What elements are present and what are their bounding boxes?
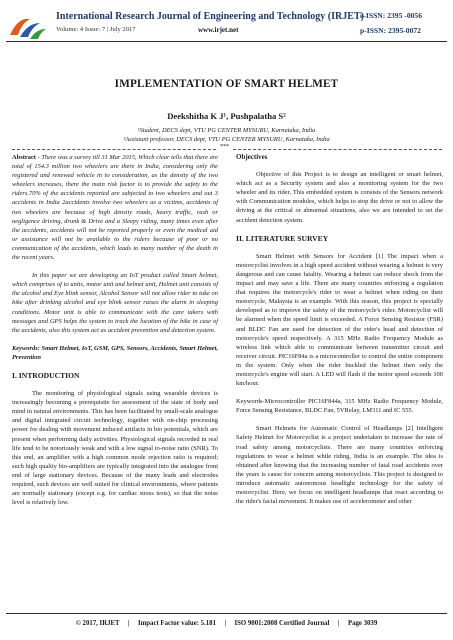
literature-keywords: Keywords-Microcontroller PIC16F844a, 315 MHz Radio Frequency Module, Force Sensing Resistance, BLDC Fan, 5VRelay, LM311 and IC 555.	[236, 398, 443, 415]
objectives-heading: Objectives	[236, 153, 268, 161]
right-column	[236, 153, 443, 506]
left-column	[12, 153, 218, 507]
volume-issue: Volume: 4 Issue: 7 | July 2017	[56, 26, 136, 33]
footer-iso: ISO 9001:2008 Certified Journal	[234, 620, 330, 627]
page-footer: © 2017, IRJET | Impact Factor value: 5.181 | ISO 9001:2008 Certified Journal | Page 3039	[75, 620, 378, 627]
footer-rule	[6, 613, 447, 614]
abstract-text: - There was a survey till 31 Mar 2015, Which clear tells that there are total of 154.3 million two wheelers are there in India, considering only the registered and renewed vehicle in to consideration, as the density of the two wheelers increases, there the main risk factor is to provide the safety to the riders.70% of the accidents reported are subjected to two wheelers and out 3 accidents in India 2accidents involve two wheelers as a victims, accidents of two wheelers are because of high density roads, heavy traffic, rash or negligence driving, drunk & Drive and a Sleepy riding, many times even after the accidents, accidents will not be reported properly or even the medical aid or assistance will not be available to the riders because of poor or no communication of the accidents, which leads to many number of the death in the recent years.	[12, 154, 218, 262]
journal-website[interactable]: www.irjet.net	[198, 26, 239, 34]
abstract-paragraph-2: In this paper we are developing an IoT product called Smart helmet, which comprises of to units, motor unit and helmet unit, Helmet unit consists of the alcohol and Eye blink sensor, Alcohol Sensor will not allow rider to take on bike after drinking alcohol and eye blink sensor raises the alarm in sleeping conditions. Motor unit is able to communicate with the care takers with messages and GPS helps the system to track the location of the bike in case of the accidents, also this system act as accident prevention and detection system.	[12, 272, 218, 334]
literature-survey-heading: II. LITERATURE SURVEY	[236, 233, 329, 243]
footer-copyright: © 2017, IRJET	[75, 620, 120, 627]
p-issn: p-ISSN: 2395-0072	[360, 26, 421, 35]
journal-name: International Research Journal of Engineering and Technology (IRJET)	[56, 11, 364, 22]
abstract-paragraph	[12, 153, 218, 262]
paper-title: IMPLEMENTATION OF SMART HELMET	[114, 78, 339, 90]
footer-impact-factor: Impact Factor value: 5.181	[137, 620, 216, 627]
header-rule	[6, 41, 447, 42]
literature-paragraph-1: Smart Helmet with Sensors for Accident [1] The impact when a motorcyclist involves in a high speed accident without wearing a helmet is very dangerous and can cause fatality. Wearing a helmet can reduce shock from the impact and may save a life. There are many countries enforcing a regulation that requires the motorcycle's rider to wear a helmet when riding on their motorcycle, Malaysia is an example. With this reason, this project is specially developed as to improve the safety of the motorcycle's rider. Motorcyclist will be alarmed when the speed limit is exceeded. A Force Sensing Resistor (FSR) and BLDC Fan are used for detection of the rider's head and detection of motorcycle's speed respectively. A 315 MHz Radio Frequency Module as wireless link which able to communicate between transmitter circuit and receiver circuit. PIC16F84a is a microcontroller to control the entire component in the system. Only when the rider buckled the helmet then only the motorcycle's engine will start. A LED will flash if the motor speed exceeds 100 km/hour.	[236, 252, 443, 388]
affiliation-2: ²Assistant professor, DECS dept, VTU PG CENTER MYSURU, Karnataka, India	[123, 136, 330, 143]
keywords: Keywords: Smart Helmet, IoT, GSM, GPS, Sensors, Accidents, Smart Helmet, Prevention	[12, 344, 218, 361]
separator-stars: ***	[220, 144, 229, 150]
affiliation-1: ¹Student, DECS dept, VTU PG CENTER MYSURU, Karnataka, India	[137, 127, 316, 134]
e-issn: e-ISSN: 2395 -0056	[360, 11, 423, 20]
literature-paragraph-2: Smart Helmets for Automatic Control of Headlamps [2] Intelligent Safety Helmet for Motorcyclist is a project undertaken to increase the rate of road safety among motorcyclists. There are many countries enforcing regulations to wear a helmet while riding, India is an example. The idea is obtained after knowing that the increasing number of fatal road accidents over the years is cause for concern among motorcyclists. This project is designed to introduce automatic autonomous headlight technology for the safety of motorcyclist. Here, we focus on intelligent headlamps that react according to the rider's facial movement. It makes use of accelerometer and other	[236, 425, 443, 506]
introduction-paragraph: The monitoring of physiological signals using wearable devices is increasingly becoming a prerequisite for assessment of the state of body and mind in natural environments. This has been facilitated by small-scale analogue and digital integrated circuit technology, together with on-chip processing power for dealing with movement induced artifacts in bio potentials, which are present when performing daily activities. Physiological signals recorded in real life tend to be notoriously weak and with a low signal to-noise ratio (SNR). To this end, an amplifier with a high common mode rejection ratio is required; such high quality bio-amplifiers are typically integrated into the analogue front end of large stationary devices. Because of the many leads and electrodes required, such devices are well suited for clinical environments, where patients are normally stationary (except e.g. for cardiac stress tests), so that the noise level is relatively low.	[12, 390, 218, 507]
objectives-paragraph: Objective of this Project is to design an intelligent or smart helmet, which act as a Security system and also a monitoring system for the two wheeler and its rider, This embedded system is consists of the Sensors network with Communication modules, which helps to stop the drive or not to allow the driving at the critical or abnormal situations, also we are intended to set the accident detection system.	[236, 171, 443, 224]
abstract-label: Abstract	[12, 154, 36, 161]
introduction-heading: I. INTRODUCTION	[12, 370, 80, 380]
paper-authors: Deekshitha K J¹, Pushpalatha S²	[167, 111, 286, 121]
footer-page-number: Page 3039	[347, 620, 378, 627]
